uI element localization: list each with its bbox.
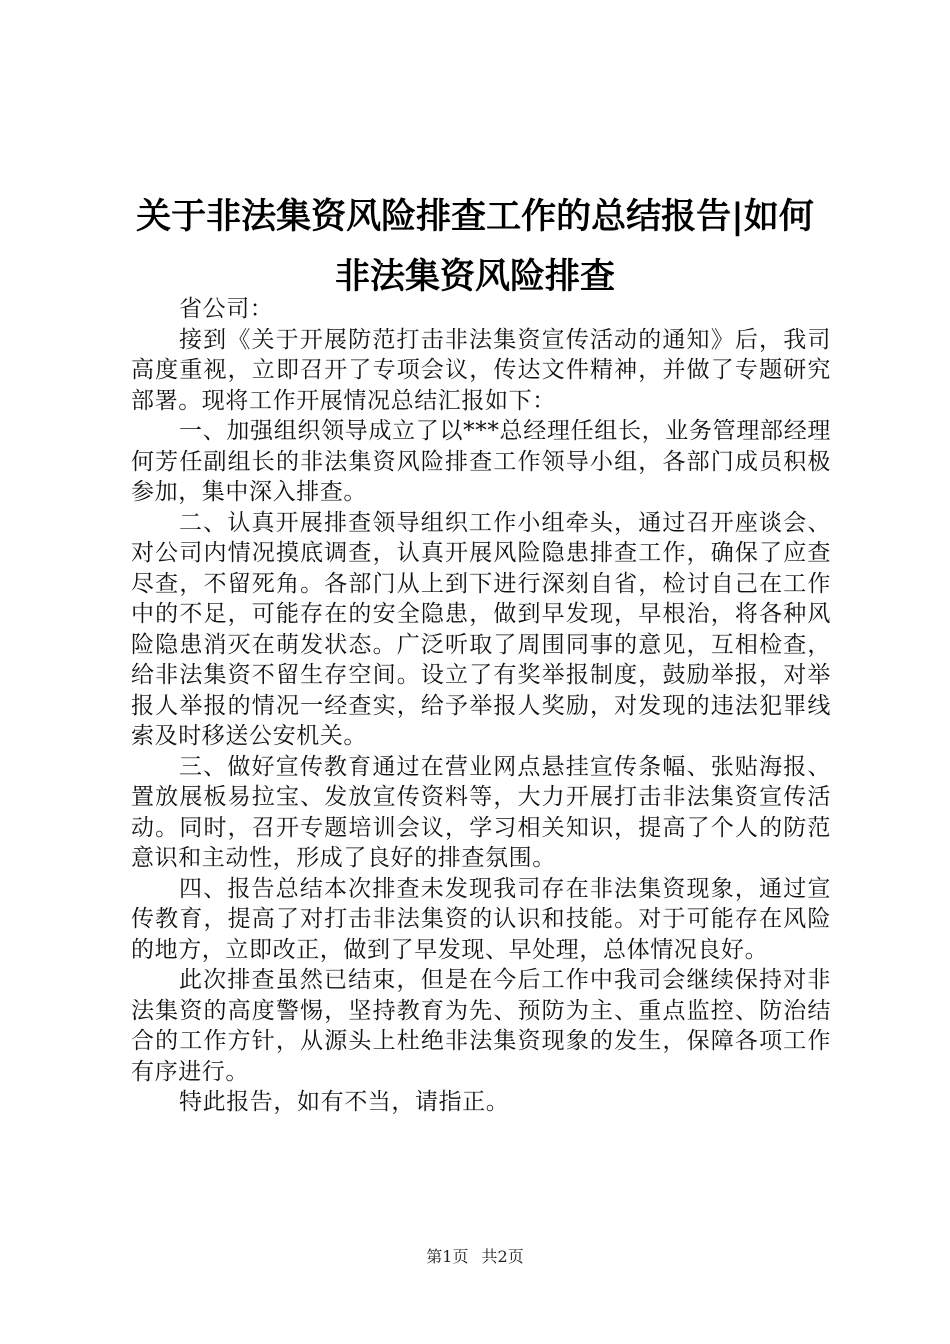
paragraph-conclusion: 此次排查虽然已结束，但是在今后工作中我司会继续保持对非法集资的高度警惕，坚持教育为先、预防为主、重点监控、防治结合的工作方针，从源头上杜绝非法集资现象的发生，保障各项工作有序进行。 bbox=[131, 967, 831, 1085]
paragraph-closing: 特此报告，如有不当，请指正。 bbox=[179, 1089, 510, 1115]
salutation: 省公司： bbox=[179, 296, 274, 322]
paragraph-intro: 接到《关于开展防范打击非法集资宣传活动的通知》后，我司高度重视，立即召开了专项会议，传达文件精神，并做了专题研究部署。现将工作开展情况总结汇报如下： bbox=[131, 326, 831, 414]
document-title bbox=[110, 187, 840, 307]
document-body bbox=[131, 294, 831, 1118]
paragraph-publicity: 三、做好宣传教育通过在营业网点悬挂宣传条幅、张贴海报、置放展板易拉宝、发放宣传资料等，大力开展打击非法集资宣传活动。同时，召开专题培训会议，学习相关知识，提高了个人的防范意识和主动性，形成了良好的排查氛围。 bbox=[131, 753, 831, 871]
title-line-1: 关于非法集资风险排查工作的总结报告|如何 bbox=[136, 196, 814, 237]
paragraph-summary: 四、报告总结本次排查未发现我司存在非法集资现象，通过宣传教育，提高了对打击非法集资的认识和技能。对于可能存在风险的地方，立即改正，做到了早发现、早处理，总体情况良好。 bbox=[131, 875, 831, 963]
paragraph-investigation: 二、认真开展排查领导组织工作小组牵头，通过召开座谈会、对公司内情况摸底调查，认真开展风险隐患排查工作，确保了应查尽查，不留死角。各部门从上到下进行深刻自省，检讨自己在工作中的不足，可能存在的安全隐患，做到早发现，早根治，将各种风险隐患消灭在萌发状态。广泛听取了周围同事的意见，互相检查，给非法集资不留生存空间。设立了有奖举报制度，鼓励举报，对举报人举报的情况一经查实，给予举报人奖励，对发现的违法犯罪线索及时移送公安机关。 bbox=[131, 509, 831, 749]
paragraph-organization: 一、加强组织领导成立了以***总经理任组长，业务管理部经理何芳任副组长的非法集资风险排查工作领导小组，各部门成员积极参加，集中深入排查。 bbox=[131, 418, 831, 505]
page-number: 第1页 bbox=[426, 1247, 469, 1266]
page-total: 共2页 bbox=[481, 1247, 524, 1266]
page-footer bbox=[0, 1244, 950, 1267]
title-line-2: 非法集资风险排查 bbox=[334, 256, 615, 297]
